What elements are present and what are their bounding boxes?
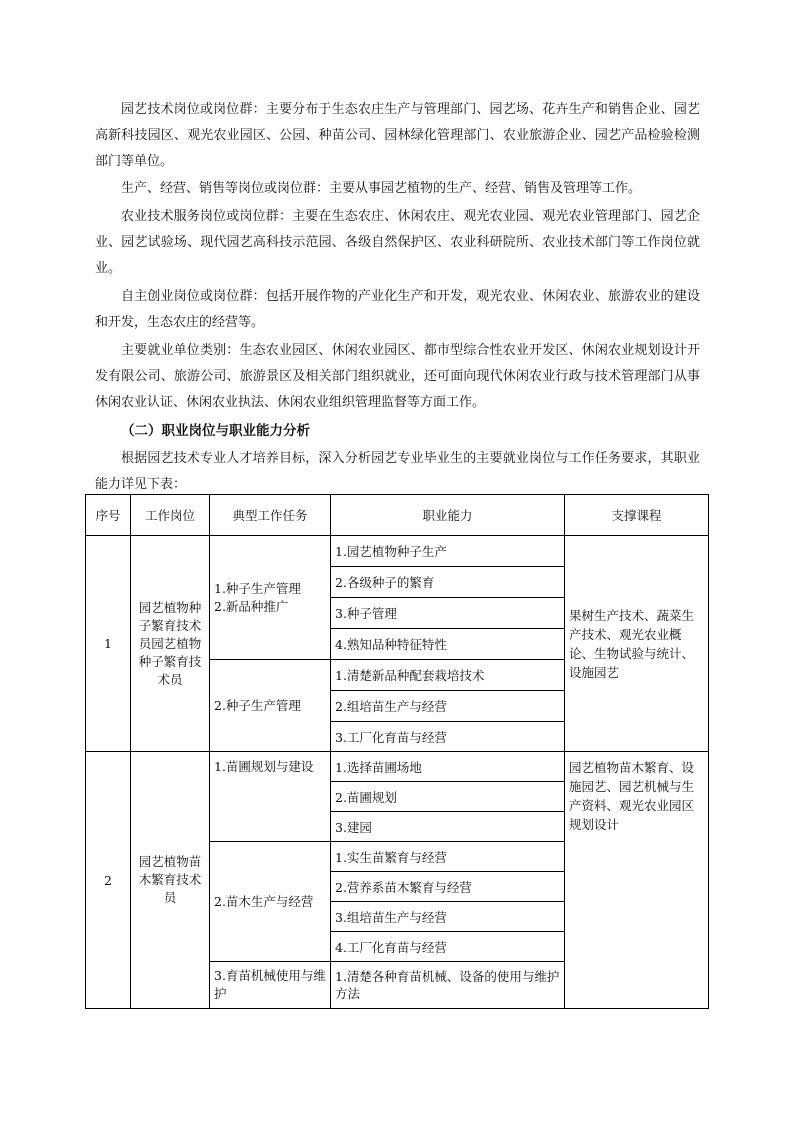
course-cell: 果树生产技术、蔬菜生产技术、观光农业概论、生物试验与统计、设施园艺 (565, 536, 709, 752)
course-cell: 园艺植物苗木繁育、设施园艺、园艺机械与生产资料、观光农业园区规划设计 (565, 752, 709, 1009)
paragraph-entrepreneur-posts: 自主创业岗位或岗位群：包括开展作物的产业化生产和开发，观光农业、休闲农业、旅游农业的建设和开发，生态农庄的经营等。 (95, 289, 700, 330)
ability-cell: 3.建园 (331, 812, 565, 842)
ability-cell: 3.种子管理 (331, 598, 565, 629)
header-ability: 职业能力 (331, 495, 565, 536)
post-cell: 园艺植物苗木繁育技术员 (131, 752, 210, 1009)
header-task: 典型工作任务 (210, 495, 331, 536)
row-number: 2 (86, 752, 131, 1009)
ability-cell: 4.熟知品种特征特性 (331, 629, 565, 660)
career-ability-table (85, 494, 709, 1009)
ability-cell: 1.清楚新品种配套栽培技术 (331, 660, 565, 691)
paragraph-production-posts: 生产、经营、销售等岗位或岗位群：主要从事园艺植物的生产、经营、销售及管理等工作。 (121, 181, 642, 196)
paragraph-tech-service-posts: 农业技术服务岗位或岗位群：主要在生态农庄、休闲农庄、观光农业园、观光农业管理部门、园艺企业、园艺试验场、现代园艺高科技示范园、各级自然保护区、农业科研院所、农业技术部门等工作岗位就业。 (95, 209, 700, 276)
ability-cell: 2.组培苗生产与经营 (331, 691, 565, 722)
task-cell: 3.育苗机械使用与维护 (210, 962, 331, 1009)
ability-cell: 1.清楚各种育苗机械、设备的使用与维护方法 (331, 962, 565, 1009)
ability-cell: 2.营养系苗木繁育与经营 (331, 872, 565, 902)
header-no: 序号 (86, 495, 131, 536)
ability-cell: 2.各级种子的繁育 (331, 567, 565, 598)
post-cell: 园艺植物种子繁育技术员园艺植物种子繁育技术员 (131, 536, 210, 752)
task-cell: 1.种子生产管理 2.新品种推广 (210, 536, 331, 660)
section-heading: （二）职业岗位与职业能力分析 (121, 423, 310, 439)
task-cell: 2.种子生产管理 (210, 660, 331, 752)
ability-cell: 4.工厂化育苗与经营 (331, 932, 565, 962)
task-cell: 2.苗木生产与经营 (210, 842, 331, 962)
paragraph-horticulture-posts: 园艺技术岗位或岗位群：主要分布于生态农庄生产与管理部门、园艺场、花卉生产和销售企业、园艺高新科技园区、观光农业园区、公园、种苗公司、园林绿化管理部门、农业旅游企业、园艺产品检验检测部门等单位。 (95, 102, 700, 169)
table-header-row (86, 495, 709, 536)
table-row (86, 752, 709, 782)
ability-cell: 1.实生苗繁育与经营 (331, 842, 565, 872)
header-course: 支撑课程 (565, 495, 709, 536)
task-cell: 1.苗圃规划与建设 (210, 752, 331, 842)
ability-cell: 2.苗圃规划 (331, 782, 565, 812)
paragraph-employment-units: 主要就业单位类别：生态农业园区、休闲农业园区、都市型综合性农业开发区、休闲农业规划设计开发有限公司、旅游公司、旅游景区及相关部门组织就业，还可面向现代休闲农业行政与技术管理部门从事休闲农业认证、休闲农业执法、休闲农业组织管理监督等方面工作。 (95, 343, 700, 410)
ability-cell: 1.选择苗圃场地 (331, 752, 565, 782)
header-post: 工作岗位 (131, 495, 210, 536)
ability-cell: 3.组培苗生产与经营 (331, 902, 565, 932)
table-row (86, 536, 709, 567)
paragraph-table-intro: 根据园艺技术专业人才培养目标，深入分析园艺专业毕业生的主要就业岗位与工作任务要求，其职业能力详见下表： (95, 451, 700, 492)
ability-cell: 1.园艺植物种子生产 (331, 536, 565, 567)
ability-cell: 3.工厂化育苗与经营 (331, 722, 565, 752)
row-number: 1 (86, 536, 131, 752)
